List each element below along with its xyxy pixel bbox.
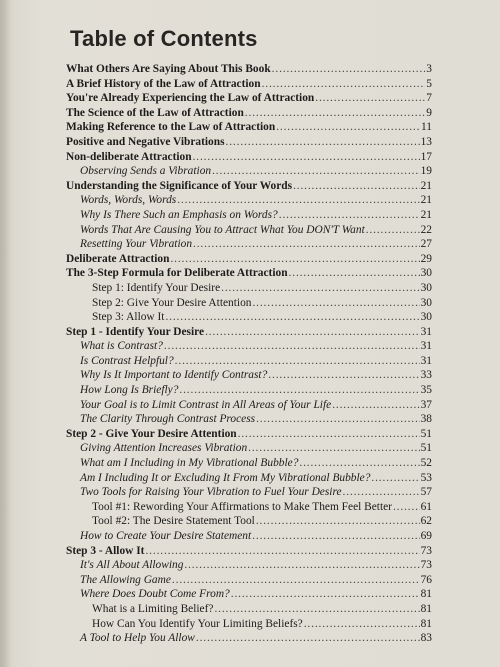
- dot-leader: [252, 529, 419, 544]
- toc-entry: [66, 150, 432, 165]
- toc-entry-page-number: 21: [420, 179, 432, 192]
- toc-entry-page-number: 35: [420, 384, 432, 397]
- toc-entry-title: Words That Are Causing You to Attract What You DON'T Want: [80, 223, 365, 236]
- toc-entry-page-number: 62: [420, 515, 432, 528]
- toc-entry: [66, 471, 432, 486]
- toc-entry-page-number: 3: [426, 63, 432, 75]
- toc-entry-page-number: 38: [420, 413, 432, 426]
- dot-leader: [145, 544, 419, 559]
- dot-leader: [226, 135, 420, 150]
- dot-leader: [177, 193, 419, 208]
- toc-entry: [66, 602, 432, 617]
- dot-leader: [371, 471, 419, 486]
- toc-entry-title: Words, Words, Words: [80, 194, 177, 207]
- toc-entry-title: A Tool to Help You Allow: [80, 632, 195, 645]
- toc-entry: [66, 529, 432, 544]
- dot-leader: [256, 412, 420, 427]
- toc-entry-title: A Brief History of the Law of Attraction: [66, 77, 261, 90]
- toc-entry-page-number: 81: [420, 602, 432, 615]
- toc-entry-page-number: 31: [420, 325, 432, 338]
- toc-entry-page-number: 61: [420, 500, 432, 513]
- dot-leader: [262, 77, 426, 92]
- toc-entry-title: Understanding the Significance of Your Words: [66, 179, 293, 192]
- toc-entry-title: Why Is There Such an Emphasis on Words?: [80, 208, 278, 221]
- toc-entry: [66, 500, 432, 515]
- toc-entry-page-number: 81: [420, 617, 432, 630]
- toc-entry: [66, 164, 432, 179]
- dot-leader: [175, 354, 420, 369]
- toc-entry: [66, 237, 432, 252]
- dot-leader: [343, 485, 420, 500]
- toc-entry: [66, 135, 432, 150]
- toc-entry-page-number: 27: [420, 238, 432, 251]
- toc-entry-page-number: 73: [420, 559, 432, 572]
- toc-entry-page-number: 29: [420, 252, 432, 265]
- table-of-contents-list: [66, 62, 432, 646]
- toc-entry-title: Resetting Your Vibration: [80, 238, 193, 251]
- toc-entry-title: What is a Limiting Belief?: [92, 602, 214, 615]
- page-gutter-shadow: [0, 0, 10, 667]
- toc-entry-page-number: 13: [420, 135, 432, 148]
- toc-entry-page-number: 31: [420, 354, 432, 367]
- toc-entry-title: It's All About Allowing: [80, 559, 184, 572]
- dot-leader: [256, 514, 420, 529]
- dot-leader: [193, 150, 420, 165]
- toc-entry-page-number: 30: [420, 267, 432, 280]
- dot-leader: [332, 398, 419, 413]
- toc-entry-page-number: 83: [420, 632, 432, 645]
- dot-leader: [193, 237, 420, 252]
- toc-entry: [66, 62, 432, 77]
- toc-entry-page-number: 76: [420, 573, 432, 586]
- toc-entry: [66, 631, 432, 646]
- toc-entry-title: The Science of the Law of Attraction: [66, 106, 244, 119]
- toc-entry-title: Step 3: Allow It: [92, 311, 165, 324]
- toc-entry-page-number: 73: [420, 544, 432, 557]
- dot-leader: [366, 223, 420, 238]
- toc-entry-page-number: 33: [420, 369, 432, 382]
- toc-entry-page-number: 30: [420, 296, 432, 309]
- toc-entry-page-number: 81: [420, 588, 432, 601]
- toc-entry: [66, 587, 432, 602]
- toc-entry-title: Step 2 - Give Your Desire Attention: [66, 427, 237, 440]
- dot-leader: [196, 631, 420, 646]
- toc-entry-title: Your Goal is to Limit Contrast in All Areas of Your Life: [80, 398, 332, 411]
- toc-entry-page-number: 5: [426, 77, 432, 90]
- dot-leader: [393, 500, 420, 515]
- toc-entry: [66, 325, 432, 340]
- toc-entry-title: The Clarity Through Contrast Process: [80, 413, 256, 426]
- toc-entry: [66, 354, 432, 369]
- toc-entry-page-number: 11: [421, 121, 432, 134]
- toc-entry-title: Am I Including It or Excluding It From My Vibrational Bubble?: [80, 471, 371, 484]
- toc-entry-page-number: 51: [420, 427, 432, 440]
- toc-entry-title: Giving Attention Increases Vibration: [80, 442, 248, 455]
- toc-entry: [66, 514, 432, 529]
- toc-entry-page-number: 30: [420, 311, 432, 324]
- toc-entry: [66, 573, 432, 588]
- dot-leader: [170, 252, 419, 267]
- dot-leader: [184, 558, 419, 573]
- toc-entry-page-number: 21: [420, 208, 432, 221]
- toc-entry: [66, 544, 432, 559]
- toc-entry-title: What am I Including in My Vibrational Bubble?: [80, 457, 299, 470]
- dot-leader: [252, 296, 419, 311]
- toc-entry: [66, 281, 432, 296]
- toc-entry-page-number: 21: [420, 194, 432, 207]
- toc-entry-page-number: 53: [420, 471, 432, 484]
- dot-leader: [293, 179, 420, 194]
- toc-entry-page-number: 69: [420, 530, 432, 542]
- dot-leader: [289, 266, 420, 281]
- toc-entry: [66, 398, 432, 413]
- toc-entry-page-number: 17: [420, 150, 432, 163]
- dot-leader: [205, 325, 420, 340]
- toc-entry-title: Two Tools for Raising Your Vibration to Fuel Your Desire: [80, 486, 342, 499]
- toc-entry-title: The 3-Step Formula for Deliberate Attraction: [66, 267, 288, 280]
- toc-entry-page-number: 7: [426, 92, 432, 105]
- toc-entry-title: Is Contrast Helpful?: [80, 354, 174, 367]
- toc-entry-title: The Allowing Game: [80, 573, 171, 586]
- page-title: Table of Contents: [70, 26, 258, 51]
- toc-entry-title: You're Already Experiencing the Law of Attraction: [66, 92, 315, 105]
- toc-entry: [66, 456, 432, 471]
- dot-leader: [179, 383, 419, 398]
- toc-entry-page-number: 19: [420, 165, 432, 178]
- toc-entry-title: Making Reference to the Law of Attraction: [66, 121, 276, 134]
- toc-entry-title: Step 2: Give Your Desire Attention: [92, 296, 252, 309]
- toc-entry: [66, 77, 432, 92]
- toc-entry: [66, 106, 432, 121]
- toc-entry: [66, 558, 432, 573]
- toc-entry: [66, 617, 432, 632]
- dot-leader: [165, 310, 419, 325]
- dot-leader: [315, 91, 425, 106]
- toc-entry: [66, 208, 432, 223]
- toc-entry: [66, 223, 432, 238]
- toc-entry: [66, 266, 432, 281]
- toc-entry-title: Step 3 - Allow It: [66, 544, 145, 557]
- dot-leader: [164, 339, 420, 354]
- toc-entry: [66, 412, 432, 427]
- dot-leader: [276, 120, 420, 135]
- dot-leader: [245, 106, 426, 121]
- dot-leader: [304, 617, 420, 632]
- toc-entry-title: What Others Are Saying About This Book: [66, 63, 271, 75]
- toc-entry-title: How Long Is Briefly?: [80, 384, 179, 397]
- toc-entry: [66, 91, 432, 106]
- toc-entry: [66, 252, 432, 267]
- toc-entry-title: Tool #2: The Desire Statement Tool: [92, 515, 255, 528]
- toc-entry: [66, 441, 432, 456]
- toc-entry-page-number: 30: [420, 281, 432, 294]
- toc-entry: [66, 310, 432, 325]
- toc-entry: [66, 179, 432, 194]
- toc-entry-title: How Can You Identify Your Limiting Beliefs?: [92, 617, 303, 630]
- toc-entry-title: Step 1 - Identify Your Desire: [66, 325, 205, 338]
- dot-leader: [214, 602, 419, 617]
- dot-leader: [299, 456, 419, 471]
- toc-entry-title: Why Is It Important to Identify Contrast?: [80, 369, 268, 382]
- toc-entry-title: Deliberate Attraction: [66, 252, 170, 265]
- toc-entry-page-number: 22: [420, 223, 432, 236]
- dot-leader: [231, 587, 420, 602]
- dot-leader: [268, 368, 419, 383]
- dot-leader: [272, 62, 426, 77]
- dot-leader: [221, 281, 419, 296]
- toc-entry-title: Where Does Doubt Come From?: [80, 588, 230, 601]
- dot-leader: [238, 427, 420, 442]
- toc-entry-title: Positive and Negative Vibrations: [66, 135, 225, 148]
- toc-entry-title: How to Create Your Desire Statement: [80, 530, 252, 542]
- toc-entry: [66, 193, 432, 208]
- toc-entry-page-number: 51: [420, 442, 432, 455]
- toc-entry-title: Non-deliberate Attraction: [66, 150, 192, 163]
- toc-entry: [66, 485, 432, 500]
- toc-entry: [66, 339, 432, 354]
- toc-entry-page-number: 9: [426, 106, 432, 119]
- toc-entry: [66, 427, 432, 442]
- dot-leader: [248, 441, 419, 456]
- toc-entry-page-number: 31: [420, 340, 432, 353]
- toc-entry: [66, 383, 432, 398]
- toc-entry-title: What is Contrast?: [80, 340, 163, 353]
- toc-entry: [66, 120, 432, 135]
- toc-entry-title: Observing Sends a Vibration: [80, 165, 212, 178]
- toc-entry-title: Step 1: Identify Your Desire: [92, 281, 221, 294]
- toc-entry-title: Tool #1: Rewording Your Affirmations to Make Them Feel Better: [92, 500, 392, 513]
- toc-entry-page-number: 57: [420, 486, 432, 499]
- toc-entry: [66, 296, 432, 311]
- toc-entry-page-number: 52: [420, 457, 432, 470]
- toc-entry-page-number: 37: [420, 398, 432, 411]
- dot-leader: [279, 208, 420, 223]
- dot-leader: [212, 164, 420, 179]
- toc-entry: [66, 368, 432, 383]
- dot-leader: [172, 573, 420, 588]
